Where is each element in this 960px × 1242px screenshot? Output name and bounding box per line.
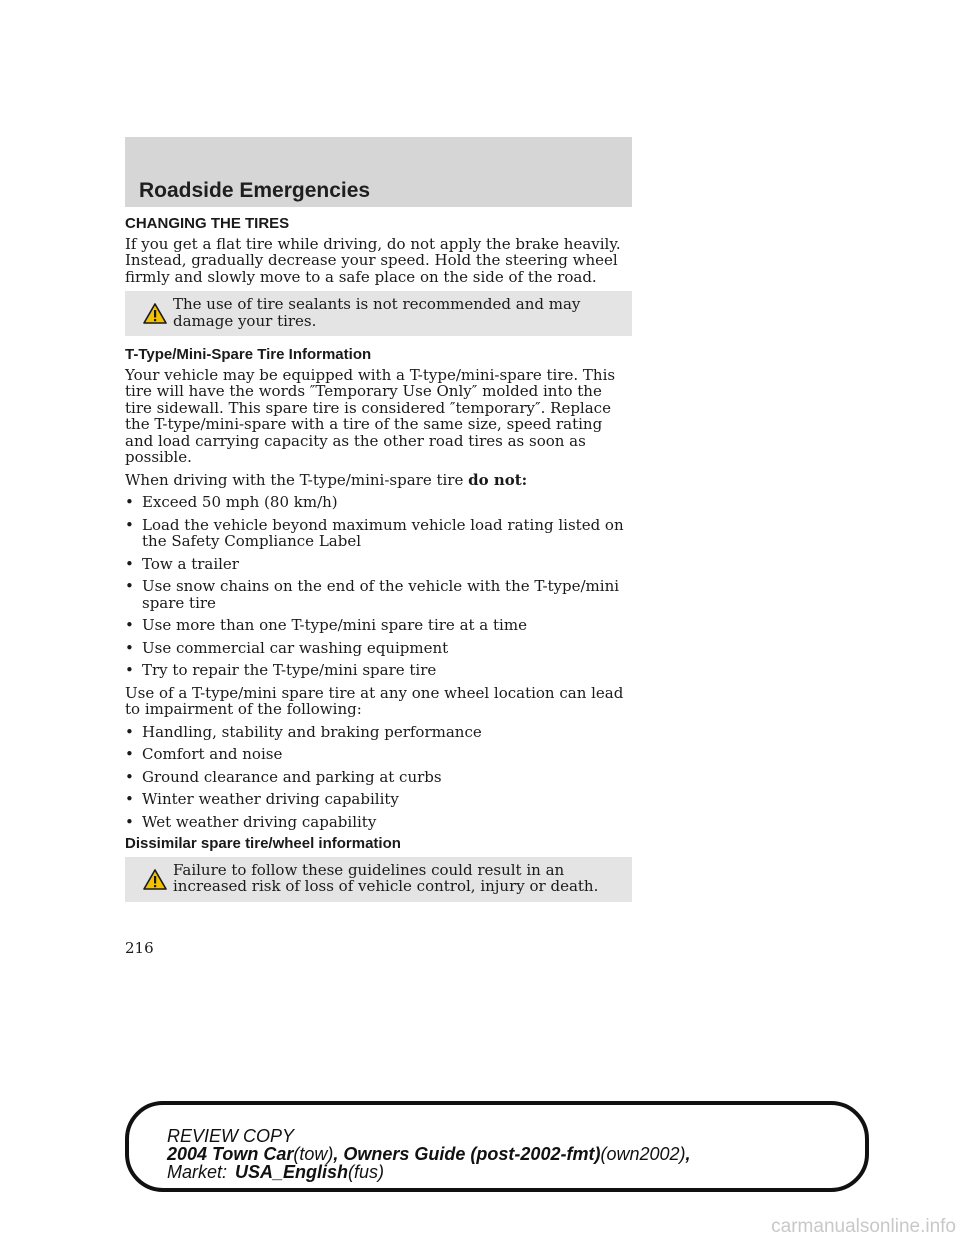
warning-icon [143,869,167,890]
bullet-icon: • [125,767,134,786]
list-item: • Wet weather driving capability [125,812,377,831]
heading-changing-tires: CHANGING THE TIRES [125,215,290,232]
bullet-icon: • [125,493,134,511]
list-item: • Use commercial car washing equipment [125,638,449,657]
list-item: • Exceed 50 mph (80 km/h) [125,493,338,511]
watermark: carmanualsonline.info [771,1216,956,1237]
review-copy-box [125,1101,869,1192]
bullet-icon: • [125,722,134,741]
bullet-icon: • [125,790,134,808]
heading-dissimilar: Dissimilar spare tire/wheel information [125,835,401,852]
paragraph-impairment: Use of a T-type/mini spare tire at any one wheel location can lead to impairment of the following: [125,683,624,718]
list-item: • Use more than one T-type/mini spare tire at a time [125,616,527,634]
warning-box-sealants [125,291,632,336]
list-item: • Try to repair the T-type/mini spare tire [125,661,437,679]
when-driving-text: When driving with the T-type/mini-spare tire [125,470,469,489]
bullet-icon: • [125,661,134,679]
bullet-icon: • [125,554,134,573]
review-copy-model-line: 2004 Town Car(tow), Owners Guide (post-2002-fmt)(own2002), [167,1144,691,1164]
do-not-list [125,494,632,679]
paragraph-when-driving [125,472,632,489]
bullet-icon: • [125,515,134,534]
list-item: • Tow a trailer [125,554,239,573]
heading-ttype: T-Type/Mini-Spare Tire Information [125,346,372,363]
bullet-icon: • [125,577,134,595]
page-content [125,216,632,913]
impairment-list [125,724,632,831]
review-copy-label: REVIEW COPY [167,1126,295,1146]
paragraph-ttype: Your vehicle may be equipped with a T-type/mini-spare tire. This tire will have the words ″Temporary Use Only″ molded into the tire sidewall. This spare tire is considered ″temporary″. Replace the T-type/mini-spare with a tire of the same size, speed rating and load carrying capacity as the other road tires as soon as possible. [125,365,616,466]
list-item: • Comfort and noise [125,745,283,763]
list-item: • Load the vehicle beyond maximum vehicle load rating listed on the Safety Compliance Label [125,515,624,550]
review-copy-text [167,1127,691,1181]
bullet-icon: • [125,745,134,763]
do-not-label: do not: [468,470,528,489]
bullet-icon: • [125,812,134,831]
paragraph-flat-tire: If you get a flat tire while driving, do not apply the brake heavily. Instead, gradually decrease your speed. Hold the steering wheel firmly and slowly move to a safe place on the side of the road. [125,234,621,286]
bullet-icon: • [125,638,134,657]
bullet-icon: • [125,616,134,634]
warning-text-sealants: The use of tire sealants is not recommended and may damage your tires. [173,295,581,330]
list-item: • Ground clearance and parking at curbs [125,767,442,786]
section-header-band [125,137,632,207]
list-item: • Use snow chains on the end of the vehicle with the T-type/mini spare tire [125,577,620,612]
list-item: • Handling, stability and braking performance [125,722,482,741]
section-title: Roadside Emergencies [139,179,371,202]
page-number: 216 [125,939,154,957]
review-copy-market-line: Market: USA_English(fus) [167,1162,385,1182]
list-item: • Winter weather driving capability [125,790,399,808]
warning-text-guidelines: Failure to follow these guidelines could result in an increased risk of loss of vehicle control, injury or death. [173,860,599,895]
warning-box-guidelines [125,857,632,902]
warning-icon [143,303,167,324]
